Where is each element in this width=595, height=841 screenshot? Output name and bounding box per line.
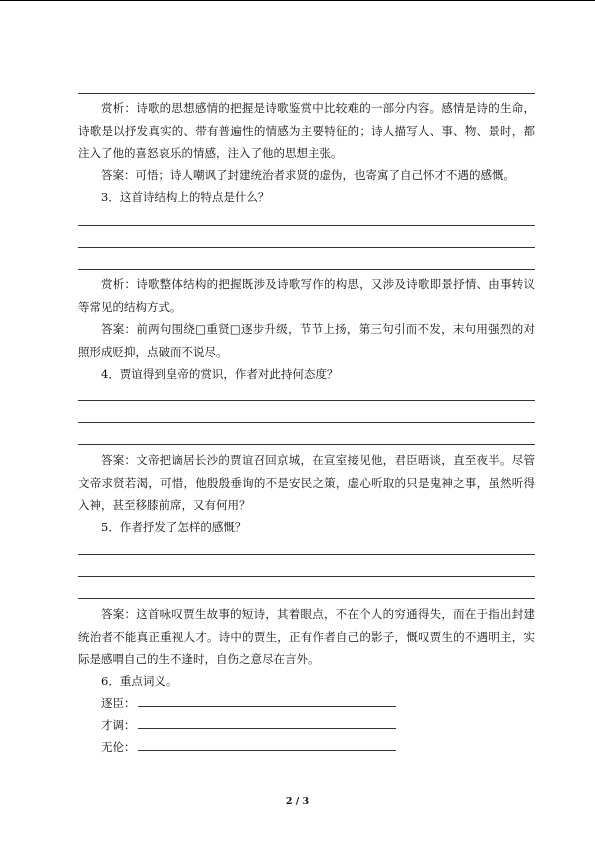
vocab-blank[interactable] <box>138 736 396 751</box>
answer-line <box>78 93 535 94</box>
answer-paragraph-2: 答案：可悟；诗人嘲讽了封建统治者求贤的虚伪，也寄寓了自己怀才不遇的感慨。 <box>101 168 515 182</box>
page-number: 2 / 3 <box>285 796 310 807</box>
answer-paragraph-4: 答案：文帝把谪居长沙的贾谊召回京城，在宣室接见他，君臣晤谈，直至夜半。尽管文帝求贤若渴，可惜，他殷殷垂询的不是安民之策，虚心听取的只是鬼神之事，虽然听得入神，甚至移膝前席，又有何用？ <box>78 453 535 512</box>
vocab-item <box>101 736 396 758</box>
answer-line <box>78 422 535 423</box>
vocab-blank[interactable] <box>138 692 396 707</box>
answer-line <box>78 444 535 445</box>
question-4: 4．贾谊得到皇帝的赏识，作者对此持何态度？ <box>101 367 339 381</box>
analysis-paragraph-3: 赏析：诗歌整体结构的把握既涉及诗歌写作的构思，又涉及诗歌即景抒情、由事转议等常见的结构方式。 <box>78 277 535 314</box>
answer-line <box>78 400 535 401</box>
answer-line <box>78 598 535 599</box>
vocab-item <box>101 714 396 736</box>
vocab-term: 无伦： <box>101 740 136 754</box>
answer-paragraph-5: 答案：这首咏叹贾生故事的短诗，其着眼点，不在个人的穷通得失，而在于指出封建统治者不能真正重视人才。诗中的贾生，正有作者自己的影子，慨叹贾生的不遇明主，实际是感喟自己的生不逢时，自伤之意尽在言外。 <box>78 607 535 666</box>
answer-line <box>78 247 535 248</box>
analysis-paragraph-2: 赏析：诗歌的思想感情的把握是诗歌鉴赏中比较难的一部分内容。感情是诗的生命，诗歌是以抒发真实的、带有普遍性的情感为主要特征的；诗人描写人、事、物、景时，都注入了他的喜怒哀乐的情感，注入了他的思想主张。 <box>78 101 535 160</box>
vocab-term: 才调： <box>101 718 136 732</box>
answer-line <box>78 269 535 270</box>
answer-line <box>78 225 535 226</box>
answer-paragraph-3: 答案：前两句围绕□重贤□逐步升级，节节上扬，第三句引而不发，末句用强烈的对照形成贬抑，点破而不说尽。 <box>78 322 535 359</box>
answer-line <box>78 554 535 555</box>
vocab-item <box>101 692 396 714</box>
answer-line <box>78 576 535 577</box>
header-rule <box>0 0 595 1</box>
vocab-term: 逐臣： <box>101 696 136 710</box>
vocab-blank[interactable] <box>138 714 396 729</box>
question-3: 3．这首诗结构上的特点是什么？ <box>101 190 270 204</box>
question-5: 5．作者抒发了怎样的感慨？ <box>101 520 247 534</box>
question-6: 6．重点词义。 <box>101 674 178 688</box>
